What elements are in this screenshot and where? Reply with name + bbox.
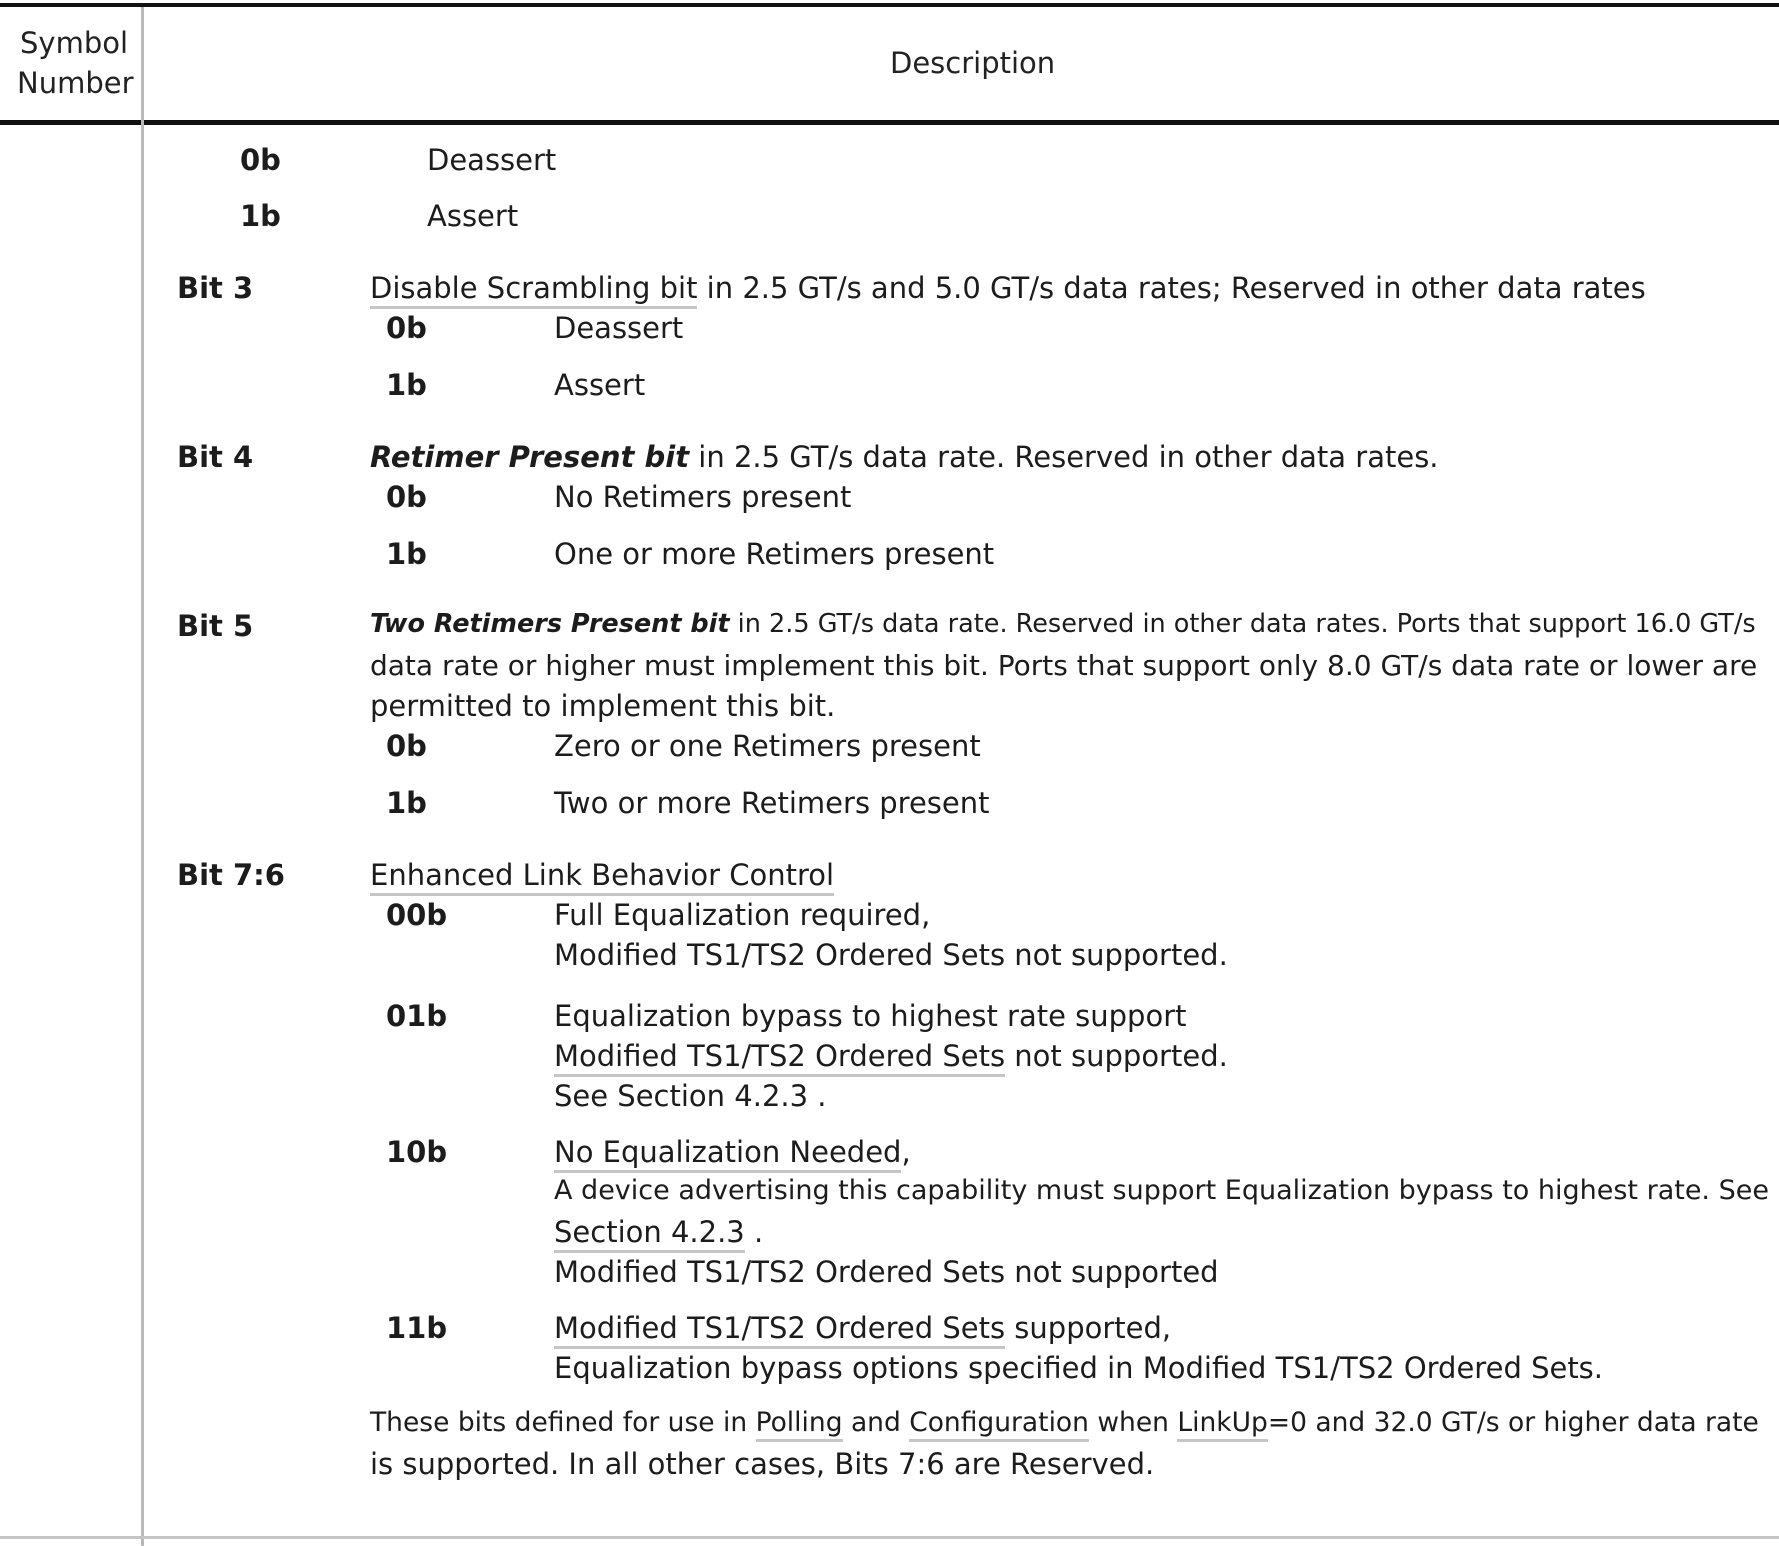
bit76-10b-code: 10b xyxy=(386,1135,448,1169)
bit4-value-1-text: One or more Retimers present xyxy=(554,537,995,571)
note-text-3: when xyxy=(1088,1407,1178,1438)
bit3-value-1-code: 1b xyxy=(386,368,427,402)
bit76-01b-line2 xyxy=(554,1039,1228,1073)
bit3-title xyxy=(370,271,1646,305)
bit5-title-emph: Two Retimers Present bit xyxy=(370,609,730,639)
bit76-label: Bit 7:6 xyxy=(177,858,285,892)
bit76-10b-line3 xyxy=(554,1215,763,1249)
bit76-00b-line2: Modified TS1/TS2 Ordered Sets not supported. xyxy=(554,938,1228,972)
bit76-10b-line2: A device advertising this capability must support Equalization bypass to highest rate. See xyxy=(554,1175,1769,1206)
bit76-00b-code: 00b xyxy=(386,898,448,932)
bit76-title xyxy=(370,858,834,892)
bit76-01b-code: 01b xyxy=(386,999,448,1033)
top-value-1-code: 1b xyxy=(240,199,281,233)
note-text-4: =0 and 32.0 GT/s or higher data rate xyxy=(1267,1407,1759,1438)
bit5-title-line2: data rate or higher must implement this bit. Ports that support only 8.0 GT/s data rate or lower are xyxy=(370,649,1758,682)
bit4-title-rest: in 2.5 GT/s data rate. Reserved in other data rates. xyxy=(689,440,1439,474)
table-top-rule xyxy=(0,3,1779,7)
linkup-link[interactable]: LinkUp xyxy=(1177,1407,1268,1442)
header-symbol-number-line1: Symbol xyxy=(20,26,129,60)
configuration-link[interactable]: Configuration xyxy=(909,1407,1089,1442)
modified-ts-link[interactable]: Modified TS1/TS2 Ordered Sets xyxy=(554,1039,1005,1077)
bit3-value-0-code: 0b xyxy=(386,311,427,345)
bit76-title-link[interactable]: Enhanced Link Behavior Control xyxy=(370,858,834,896)
table-bottom-rule xyxy=(0,1536,1779,1539)
bit76-11b-code: 11b xyxy=(386,1311,448,1345)
bit4-title xyxy=(370,440,1439,474)
bit76-01b-line1: Equalization bypass to highest rate support xyxy=(554,999,1187,1033)
bit3-value-0-text: Deassert xyxy=(554,311,684,345)
bit3-title-rest: in 2.5 GT/s and 5.0 GT/s data rates; Reserved in other data rates xyxy=(697,271,1646,305)
bit76-11b-line1 xyxy=(554,1311,1171,1345)
bit4-label: Bit 4 xyxy=(177,440,254,474)
bit4-title-emph: Retimer Present bit xyxy=(370,440,690,474)
section-4-2-3-link[interactable]: Section 4.2.3 xyxy=(554,1215,745,1253)
top-value-1-text: Assert xyxy=(427,199,519,233)
bit4-value-0-code: 0b xyxy=(386,480,427,514)
bit76-10b-line3-rest: . xyxy=(744,1215,764,1249)
bit3-title-link[interactable]: Disable Scrambling bit xyxy=(370,271,697,309)
header-description: Description xyxy=(890,46,1056,80)
bit5-value-1-code: 1b xyxy=(386,786,427,820)
bit5-title-line1 xyxy=(370,609,1756,639)
column-divider xyxy=(141,7,144,1546)
bit76-note-line2: is supported. In all other cases, Bits 7:6 are Reserved. xyxy=(370,1447,1155,1481)
bit76-01b-line3: See Section 4.2.3 . xyxy=(554,1079,827,1113)
note-text-2: and xyxy=(842,1407,910,1438)
bit76-10b-line1-rest: , xyxy=(901,1135,911,1169)
table-header-rule xyxy=(0,120,1779,125)
bit5-title-line3: permitted to implement this bit. xyxy=(370,689,836,723)
note-text-1: These bits defined for use in xyxy=(370,1407,756,1438)
bit5-value-0-text: Zero or one Retimers present xyxy=(554,729,981,763)
bit5-title-rest: in 2.5 GT/s data rate. Reserved in other data rates. Ports that support 16.0 GT/s xyxy=(729,609,1756,639)
bit76-note-line1 xyxy=(370,1407,1759,1438)
bit76-10b-line1 xyxy=(554,1135,911,1169)
header-symbol-number-line2: Number xyxy=(17,66,134,100)
no-equalization-needed-link[interactable]: No Equalization Needed xyxy=(554,1135,901,1173)
bit5-value-0-code: 0b xyxy=(386,729,427,763)
bit5-label: Bit 5 xyxy=(177,609,254,643)
top-value-0-code: 0b xyxy=(240,143,281,177)
bit76-11b-line1-rest: supported, xyxy=(1005,1311,1172,1345)
bit76-01b-line2-rest: not supported. xyxy=(1005,1039,1228,1073)
bit4-value-1-code: 1b xyxy=(386,537,427,571)
top-value-0-text: Deassert xyxy=(427,143,557,177)
bit3-label: Bit 3 xyxy=(177,271,254,305)
bit76-11b-line2: Equalization bypass options specified in Modified TS1/TS2 Ordered Sets. xyxy=(554,1351,1604,1385)
bit3-value-1-text: Assert xyxy=(554,368,646,402)
bit76-10b-line4: Modified TS1/TS2 Ordered Sets not supported xyxy=(554,1255,1219,1289)
bit4-value-0-text: No Retimers present xyxy=(554,480,852,514)
bit76-00b-line1: Full Equalization required, xyxy=(554,898,931,932)
bit5-value-1-text: Two or more Retimers present xyxy=(554,786,990,820)
polling-link[interactable]: Polling xyxy=(756,1407,843,1442)
modified-ts-link-2[interactable]: Modified TS1/TS2 Ordered Sets xyxy=(554,1311,1005,1349)
